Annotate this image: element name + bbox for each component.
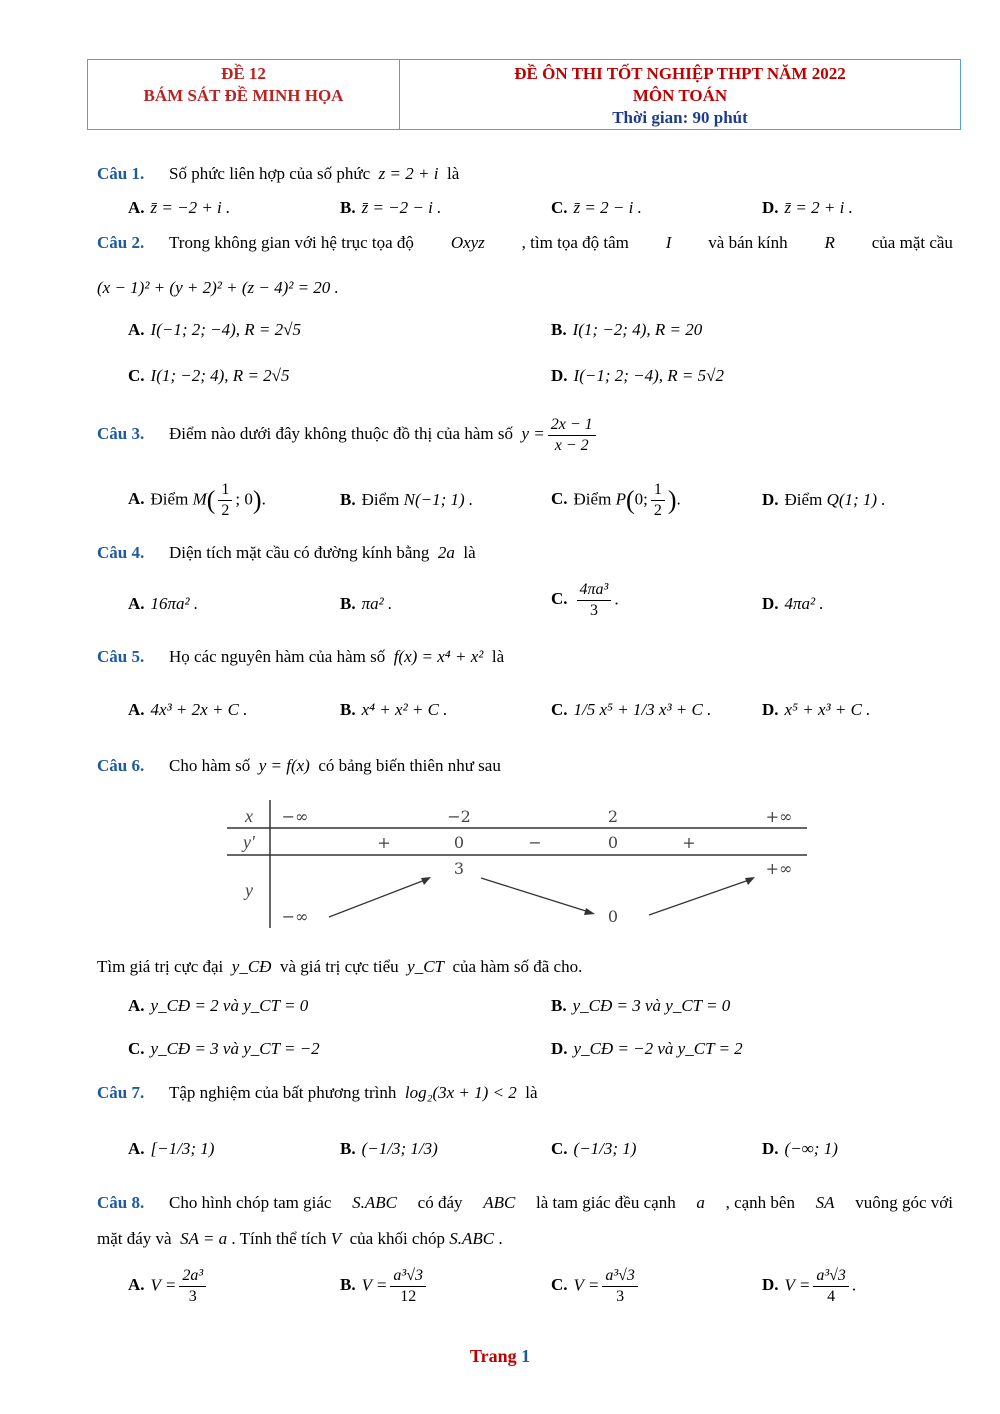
option-text: y_CĐ = 3 và y_CT = 0: [572, 996, 731, 1015]
option-text: I(−1; 2; −4), R = 2√5: [150, 320, 301, 339]
fraction: [390, 1266, 426, 1307]
fraction-denominator: x − 2: [554, 436, 589, 454]
option-7b[interactable]: [340, 1139, 438, 1159]
option-letter: B.: [551, 320, 567, 339]
arrow-head: [584, 908, 595, 915]
question-text: Trong không gian với hệ trục tọa độ: [169, 233, 414, 252]
option-letter: D.: [762, 490, 779, 509]
fraction: [179, 1266, 206, 1307]
question-text: vuông góc với: [855, 1193, 953, 1212]
option-letter: C.: [551, 1275, 568, 1295]
question-text: và bán kính: [708, 233, 788, 252]
point-name: P: [615, 489, 626, 509]
question-text: của hàm số đã cho.: [452, 957, 583, 976]
question-text: là: [446, 164, 460, 183]
question-expr: SA = a: [180, 1229, 228, 1248]
fraction-denominator: 12: [400, 1288, 417, 1305]
question-expr: y = f(x): [258, 756, 310, 775]
fraction-denominator: 3: [589, 602, 598, 619]
point-name: M: [192, 489, 207, 509]
question-expr: Oxyz: [450, 233, 485, 252]
option-letter: D.: [762, 1139, 779, 1158]
option-letter: D.: [762, 700, 779, 719]
fraction-denominator: 3: [616, 1288, 625, 1305]
fraction: [651, 480, 665, 521]
x-value: 2: [607, 807, 619, 826]
option-letter: C.: [128, 366, 145, 385]
option-1a[interactable]: [128, 198, 230, 218]
question-text: Họ các nguyên hàm của hàm số: [169, 647, 386, 666]
exam-code-box: [88, 60, 400, 129]
option-letter: A.: [128, 198, 145, 217]
option-text: z̄ = −2 + i .: [150, 198, 231, 217]
option-6a[interactable]: [128, 996, 308, 1016]
question-text: mặt đáy và: [97, 1229, 172, 1248]
fraction: [602, 1266, 638, 1307]
option-text: (−1/3; 1/3): [361, 1139, 438, 1158]
x-value: −∞: [281, 807, 309, 826]
question-expr: S.ABC: [449, 1229, 495, 1248]
option-text: z̄ = −2 − i .: [361, 198, 442, 217]
option-letter: D.: [762, 198, 779, 217]
exam-subject: MÔN TOÁN: [632, 86, 728, 105]
question-text: có đáy: [417, 1193, 463, 1212]
option-letter: D.: [762, 1275, 779, 1295]
option-text: 16πa² .: [150, 594, 199, 613]
fraction: [577, 580, 612, 621]
option-letter: C.: [128, 1039, 145, 1058]
decreasing-arrow: [481, 878, 589, 912]
question-text: , cạnh bên: [725, 1193, 795, 1212]
question-label: Câu 1.: [97, 164, 145, 183]
fraction-numerator: 4πa³: [577, 580, 612, 601]
question-expr: f(x) = x⁴ + x²: [393, 647, 484, 666]
fraction-denominator: 2: [221, 502, 230, 519]
table-yprime-label: y′: [243, 832, 255, 852]
question-text: , tìm tọa độ tâm: [521, 233, 629, 252]
option-text: V =: [150, 1275, 177, 1295]
yprime-sign: −: [528, 833, 542, 852]
option-4a[interactable]: [128, 594, 198, 614]
option-3c[interactable]: C. Điểm P(0; $\frac{1}{2}$ ).: [551, 481, 681, 519]
y-value: −∞: [281, 907, 309, 926]
option-1c[interactable]: [551, 198, 642, 218]
fraction-numerator: a³√3: [390, 1266, 426, 1287]
variation-table: [227, 800, 807, 928]
option-6c[interactable]: [128, 1039, 320, 1059]
question-text: là: [463, 543, 476, 562]
question-2: [97, 231, 953, 255]
question-label: Câu 3.: [97, 424, 145, 443]
question-label: Câu 8.: [97, 1193, 145, 1212]
fraction: [548, 415, 596, 456]
option-7a[interactable]: [128, 1139, 214, 1159]
option-2d[interactable]: [551, 366, 724, 386]
option-text: 4πa² .: [784, 594, 824, 613]
option-letter: B.: [340, 490, 356, 509]
question-1: [97, 162, 459, 186]
option-text: x⁵ + x³ + C .: [784, 700, 871, 719]
question-2-equation: [97, 276, 339, 300]
option-text: V =: [573, 1275, 600, 1295]
question-expr: z = 2 + i: [378, 164, 439, 183]
option-letter: A.: [128, 594, 145, 613]
question-expr: I: [665, 233, 672, 252]
question-text: Số phức liên hợp của số phức: [169, 164, 371, 183]
option-1b[interactable]: [340, 198, 441, 218]
option-letter: B.: [340, 1139, 356, 1158]
question-4: [97, 541, 476, 565]
option-letter: C.: [551, 489, 568, 509]
question-text: là: [491, 647, 505, 666]
coord-head: 0;: [634, 489, 648, 509]
option-7d[interactable]: [762, 1139, 838, 1159]
fraction-numerator: 2a³: [179, 1266, 206, 1287]
option-text: y_CĐ = 2 và y_CT = 0: [150, 996, 309, 1015]
option-3b[interactable]: [340, 490, 473, 510]
option-text: I(−1; 2; −4), R = 5√2: [573, 366, 724, 385]
option-1d[interactable]: [762, 198, 853, 218]
option-5b[interactable]: [340, 700, 447, 720]
option-text: x⁴ + x² + C .: [361, 700, 448, 719]
question-expr: y_CĐ: [231, 957, 272, 976]
question-label: Câu 7.: [97, 1083, 145, 1102]
y-value: 3: [453, 859, 465, 878]
exam-duration: Thời gian: 90 phút: [612, 108, 748, 127]
increasing-arrow: [649, 880, 749, 915]
table-x-label: x: [245, 806, 253, 826]
option-letter: D.: [762, 594, 779, 613]
question-text: Tìm giá trị cực đại: [97, 957, 224, 976]
question-expr: y_CT: [407, 957, 445, 976]
question-expr: V: [330, 1229, 342, 1248]
question-text: Cho hình chóp tam giác: [169, 1193, 332, 1212]
fraction-numerator: 1: [651, 480, 665, 501]
option-text: y_CĐ = −2 và y_CT = 2: [573, 1039, 743, 1058]
question-expr: log₂(3x + 1) < 2: [404, 1083, 517, 1102]
option-text: πa² .: [361, 594, 393, 613]
x-value: −2: [447, 807, 471, 826]
question-text: là tam giác đều cạnh: [535, 1193, 676, 1212]
question-expr: a: [696, 1193, 705, 1212]
table-y-label: y: [245, 880, 253, 900]
option-text: I(1; −2; 4), R = 2√5: [150, 366, 290, 385]
fraction-numerator: a³√3: [813, 1266, 849, 1287]
question-label: Câu 6.: [97, 756, 145, 775]
question-expr: y =: [521, 424, 545, 443]
question-text: .: [498, 1229, 503, 1248]
option-6d[interactable]: [551, 1039, 743, 1059]
option-8b[interactable]: [340, 1266, 429, 1307]
increasing-arrow: [329, 880, 425, 917]
point-expr: Q(1; 1) .: [826, 490, 886, 509]
question-label: Câu 4.: [97, 543, 145, 562]
option-letter: A.: [128, 1275, 145, 1295]
question-text: Cho hàm số: [169, 756, 251, 775]
exam-header: [87, 59, 961, 130]
option-text: [−1/3; 1): [150, 1139, 215, 1158]
option-8d[interactable]: D. V = $\frac{\text{a³√3}}{4}$ .: [762, 1267, 857, 1305]
yprime-sign: +: [377, 833, 391, 852]
option-letter: B.: [340, 198, 356, 217]
question-text: của khối chóp: [349, 1229, 445, 1248]
question-label: Câu 2.: [97, 233, 145, 252]
question-8: [97, 1191, 953, 1215]
option-2b[interactable]: [551, 320, 702, 340]
question-5: [97, 645, 504, 669]
page-label: Trang: [469, 1346, 517, 1366]
option-3a[interactable]: A. Điểm M( $\frac{1}{2}$ ; 0).: [128, 481, 266, 519]
option-4b[interactable]: [340, 594, 392, 614]
option-text: (−1/3; 1): [573, 1139, 637, 1158]
y-value: +∞: [765, 859, 793, 878]
option-5a[interactable]: [128, 700, 248, 720]
question-6-prompt: [97, 955, 582, 979]
option-text: z̄ = 2 − i .: [573, 198, 642, 217]
question-8-line2: [97, 1227, 503, 1251]
question-text: Diện tích mặt cầu có đường kính bằng: [169, 543, 430, 562]
option-3d[interactable]: [762, 490, 886, 510]
option-letter: D.: [551, 366, 568, 385]
question-text: . Tính thể tích: [231, 1229, 327, 1248]
option-text: Điểm: [573, 489, 612, 509]
option-letter: B.: [340, 594, 356, 613]
option-text: (−∞; 1): [784, 1139, 838, 1158]
option-text: 1/5 x⁵ + 1/3 x³ + C .: [573, 700, 712, 719]
option-8c[interactable]: [551, 1266, 641, 1307]
option-8a[interactable]: [128, 1266, 209, 1307]
question-3: [97, 412, 599, 456]
option-letter: A.: [128, 489, 145, 509]
question-expr: 2a: [437, 543, 455, 562]
option-text: Điểm: [150, 489, 189, 509]
option-text: y_CĐ = 3 và y_CT = −2: [150, 1039, 320, 1058]
option-letter: C.: [551, 198, 568, 217]
question-6: [97, 754, 501, 778]
option-5d[interactable]: [762, 700, 870, 720]
sphere-equation: (x − 1)² + (y + 2)² + (z − 4)² = 20 .: [97, 278, 339, 297]
fraction-numerator: 2x − 1: [548, 415, 596, 436]
option-5c[interactable]: [551, 700, 711, 720]
page-footer: [0, 1346, 1000, 1367]
option-2a[interactable]: [128, 320, 301, 340]
exam-title: ĐỀ ÔN THI TỐT NGHIỆP THPT NĂM 2022: [514, 64, 846, 83]
fraction-denominator: 4: [827, 1288, 836, 1305]
question-text: có bảng biến thiên như sau: [318, 756, 501, 775]
fraction: [218, 480, 232, 521]
option-text: V =: [361, 1275, 388, 1295]
option-2c[interactable]: [128, 366, 290, 386]
option-4c[interactable]: C. $\frac{\text{4πa³}}{3}$ .: [551, 581, 619, 619]
question-label: Câu 5.: [97, 647, 145, 666]
page-number: 1: [521, 1346, 531, 1366]
yprime-sign: +: [682, 833, 696, 852]
yprime-sign: 0: [453, 833, 465, 852]
exam-info-box: [400, 60, 960, 129]
yprime-sign: 0: [607, 833, 619, 852]
y-value: 0: [607, 907, 619, 926]
option-letter: C.: [551, 589, 568, 609]
fraction: [813, 1266, 849, 1307]
option-letter: A.: [128, 996, 145, 1015]
question-text: của mặt cầu: [871, 233, 953, 252]
question-expr: SA: [815, 1193, 835, 1212]
option-letter: A.: [128, 700, 145, 719]
question-text: và giá trị cực tiểu: [279, 957, 399, 976]
exam-code: ĐỀ 12: [221, 64, 266, 83]
option-text: Điểm: [361, 490, 400, 509]
arrow-head: [745, 877, 755, 885]
option-letter: B.: [551, 996, 567, 1015]
exam-subtitle: BÁM SÁT ĐỀ MINH HỌA: [143, 86, 344, 105]
question-expr: ABC: [483, 1193, 516, 1212]
question-text: Tập nghiệm của bất phương trình: [169, 1083, 397, 1102]
point-expr: N(−1; 1) .: [403, 490, 474, 509]
arrow-head: [421, 877, 431, 885]
fraction-numerator: a³√3: [602, 1266, 638, 1287]
question-7: [97, 1081, 538, 1105]
fraction-numerator: 1: [218, 480, 232, 501]
option-letter: B.: [340, 700, 356, 719]
option-text: I(1; −2; 4), R = 20: [572, 320, 703, 339]
option-text: Điểm: [784, 490, 823, 509]
question-expr: S.ABC: [352, 1193, 397, 1212]
option-letter: C.: [551, 700, 568, 719]
question-text: Điểm nào dưới đây không thuộc đồ thị của hàm số: [169, 424, 513, 443]
question-expr: R: [824, 233, 835, 252]
x-value: +∞: [765, 807, 793, 826]
option-letter: A.: [128, 1139, 145, 1158]
option-letter: A.: [128, 320, 145, 339]
option-letter: B.: [340, 1275, 356, 1295]
option-6b[interactable]: [551, 996, 730, 1016]
coord-tail: ; 0: [235, 489, 253, 509]
option-7c[interactable]: [551, 1139, 636, 1159]
option-text: z̄ = 2 + i .: [784, 198, 853, 217]
fraction-denominator: 3: [188, 1288, 197, 1305]
option-letter: D.: [551, 1039, 568, 1058]
option-text: V =: [784, 1275, 811, 1295]
question-text: là: [525, 1083, 538, 1102]
option-text: 4x³ + 2x + C .: [150, 700, 248, 719]
option-letter: C.: [551, 1139, 568, 1158]
fraction-denominator: 2: [653, 502, 662, 519]
option-4d[interactable]: [762, 594, 824, 614]
